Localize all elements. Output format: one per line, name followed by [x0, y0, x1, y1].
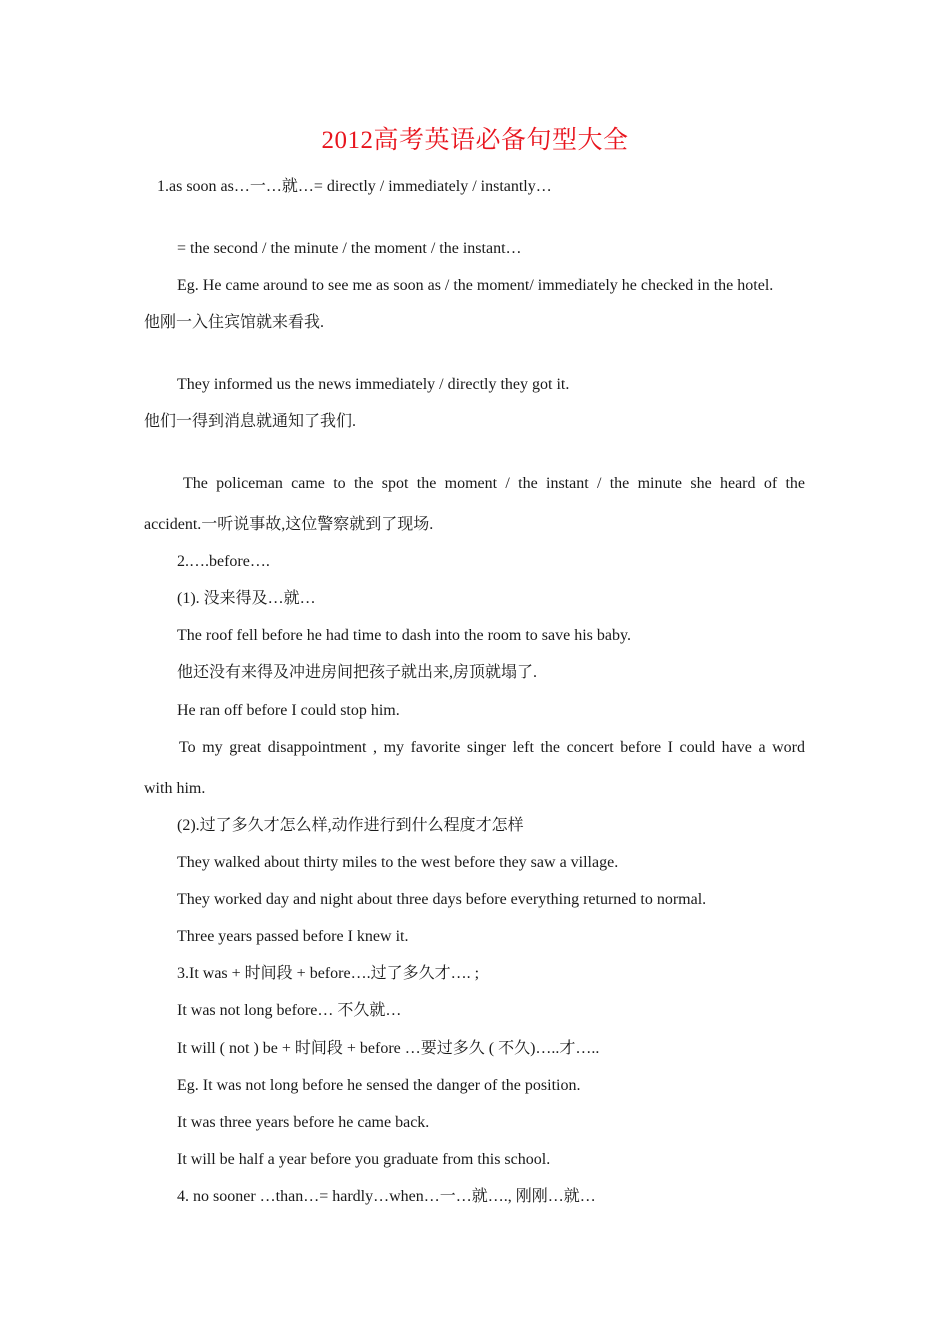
line-25: It will be half a year before you graduate from this school.: [177, 1151, 551, 1168]
line-20: 3.It was + 时间段 + before….过了多久才…. ;: [177, 965, 480, 982]
line-13: He ran off before I could stop him.: [177, 702, 400, 719]
line-1: 1.as soon as…一…就…= directly / immediately / instantly…: [157, 178, 552, 195]
line-4: 他刚一入住宾馆就来看我.: [144, 314, 325, 331]
line-5: They informed us the news immediately / directly they got it.: [177, 376, 570, 393]
line-6: 他们一得到消息就通知了我们.: [144, 413, 357, 430]
line-9: 2.….before….: [177, 553, 270, 570]
line-15: with him.: [144, 780, 206, 797]
line-3: Eg. He came around to see me as soon as / the moment/ immediately he checked in the hotel.: [177, 277, 774, 294]
line-18: They worked day and night about three days before everything returned to normal.: [177, 891, 707, 908]
line-7: The policeman came to the spot the moment / the instant / the minute she heard of the: [183, 475, 805, 492]
line-23: Eg. It was not long before he sensed the danger of the position.: [177, 1077, 581, 1094]
line-10: (1). 没来得及…就…: [177, 590, 316, 607]
line-12: 他还没有来得及冲进房间把孩子就出来,房顶就塌了.: [177, 664, 538, 681]
line-22: It will ( not ) be + 时间段 + before …要过多久 ( 不久)…..才…..: [177, 1040, 600, 1057]
line-26: 4. no sooner …than…= hardly…when…一…就…., 刚刚…就…: [177, 1188, 596, 1205]
line-24: It was three years before he came back.: [177, 1114, 430, 1131]
line-11: The roof fell before he had time to dash into the room to save his baby.: [177, 627, 631, 644]
line-17: They walked about thirty miles to the west before they saw a village.: [177, 854, 619, 871]
line-21: It was not long before… 不久就…: [177, 1002, 402, 1019]
line-2: = the second / the minute / the moment / the instant…: [177, 240, 522, 257]
line-16: (2).过了多久才怎么样,动作进行到什么程度才怎样: [177, 817, 524, 834]
line-8: accident.一听说事故,这位警察就到了现场.: [144, 516, 434, 533]
line-19: Three years passed before I knew it.: [177, 928, 409, 945]
document-title: 2012高考英语必备句型大全: [321, 127, 629, 154]
line-14: To my great disappointment , my favorite singer left the concert before I could have a word: [179, 739, 805, 756]
